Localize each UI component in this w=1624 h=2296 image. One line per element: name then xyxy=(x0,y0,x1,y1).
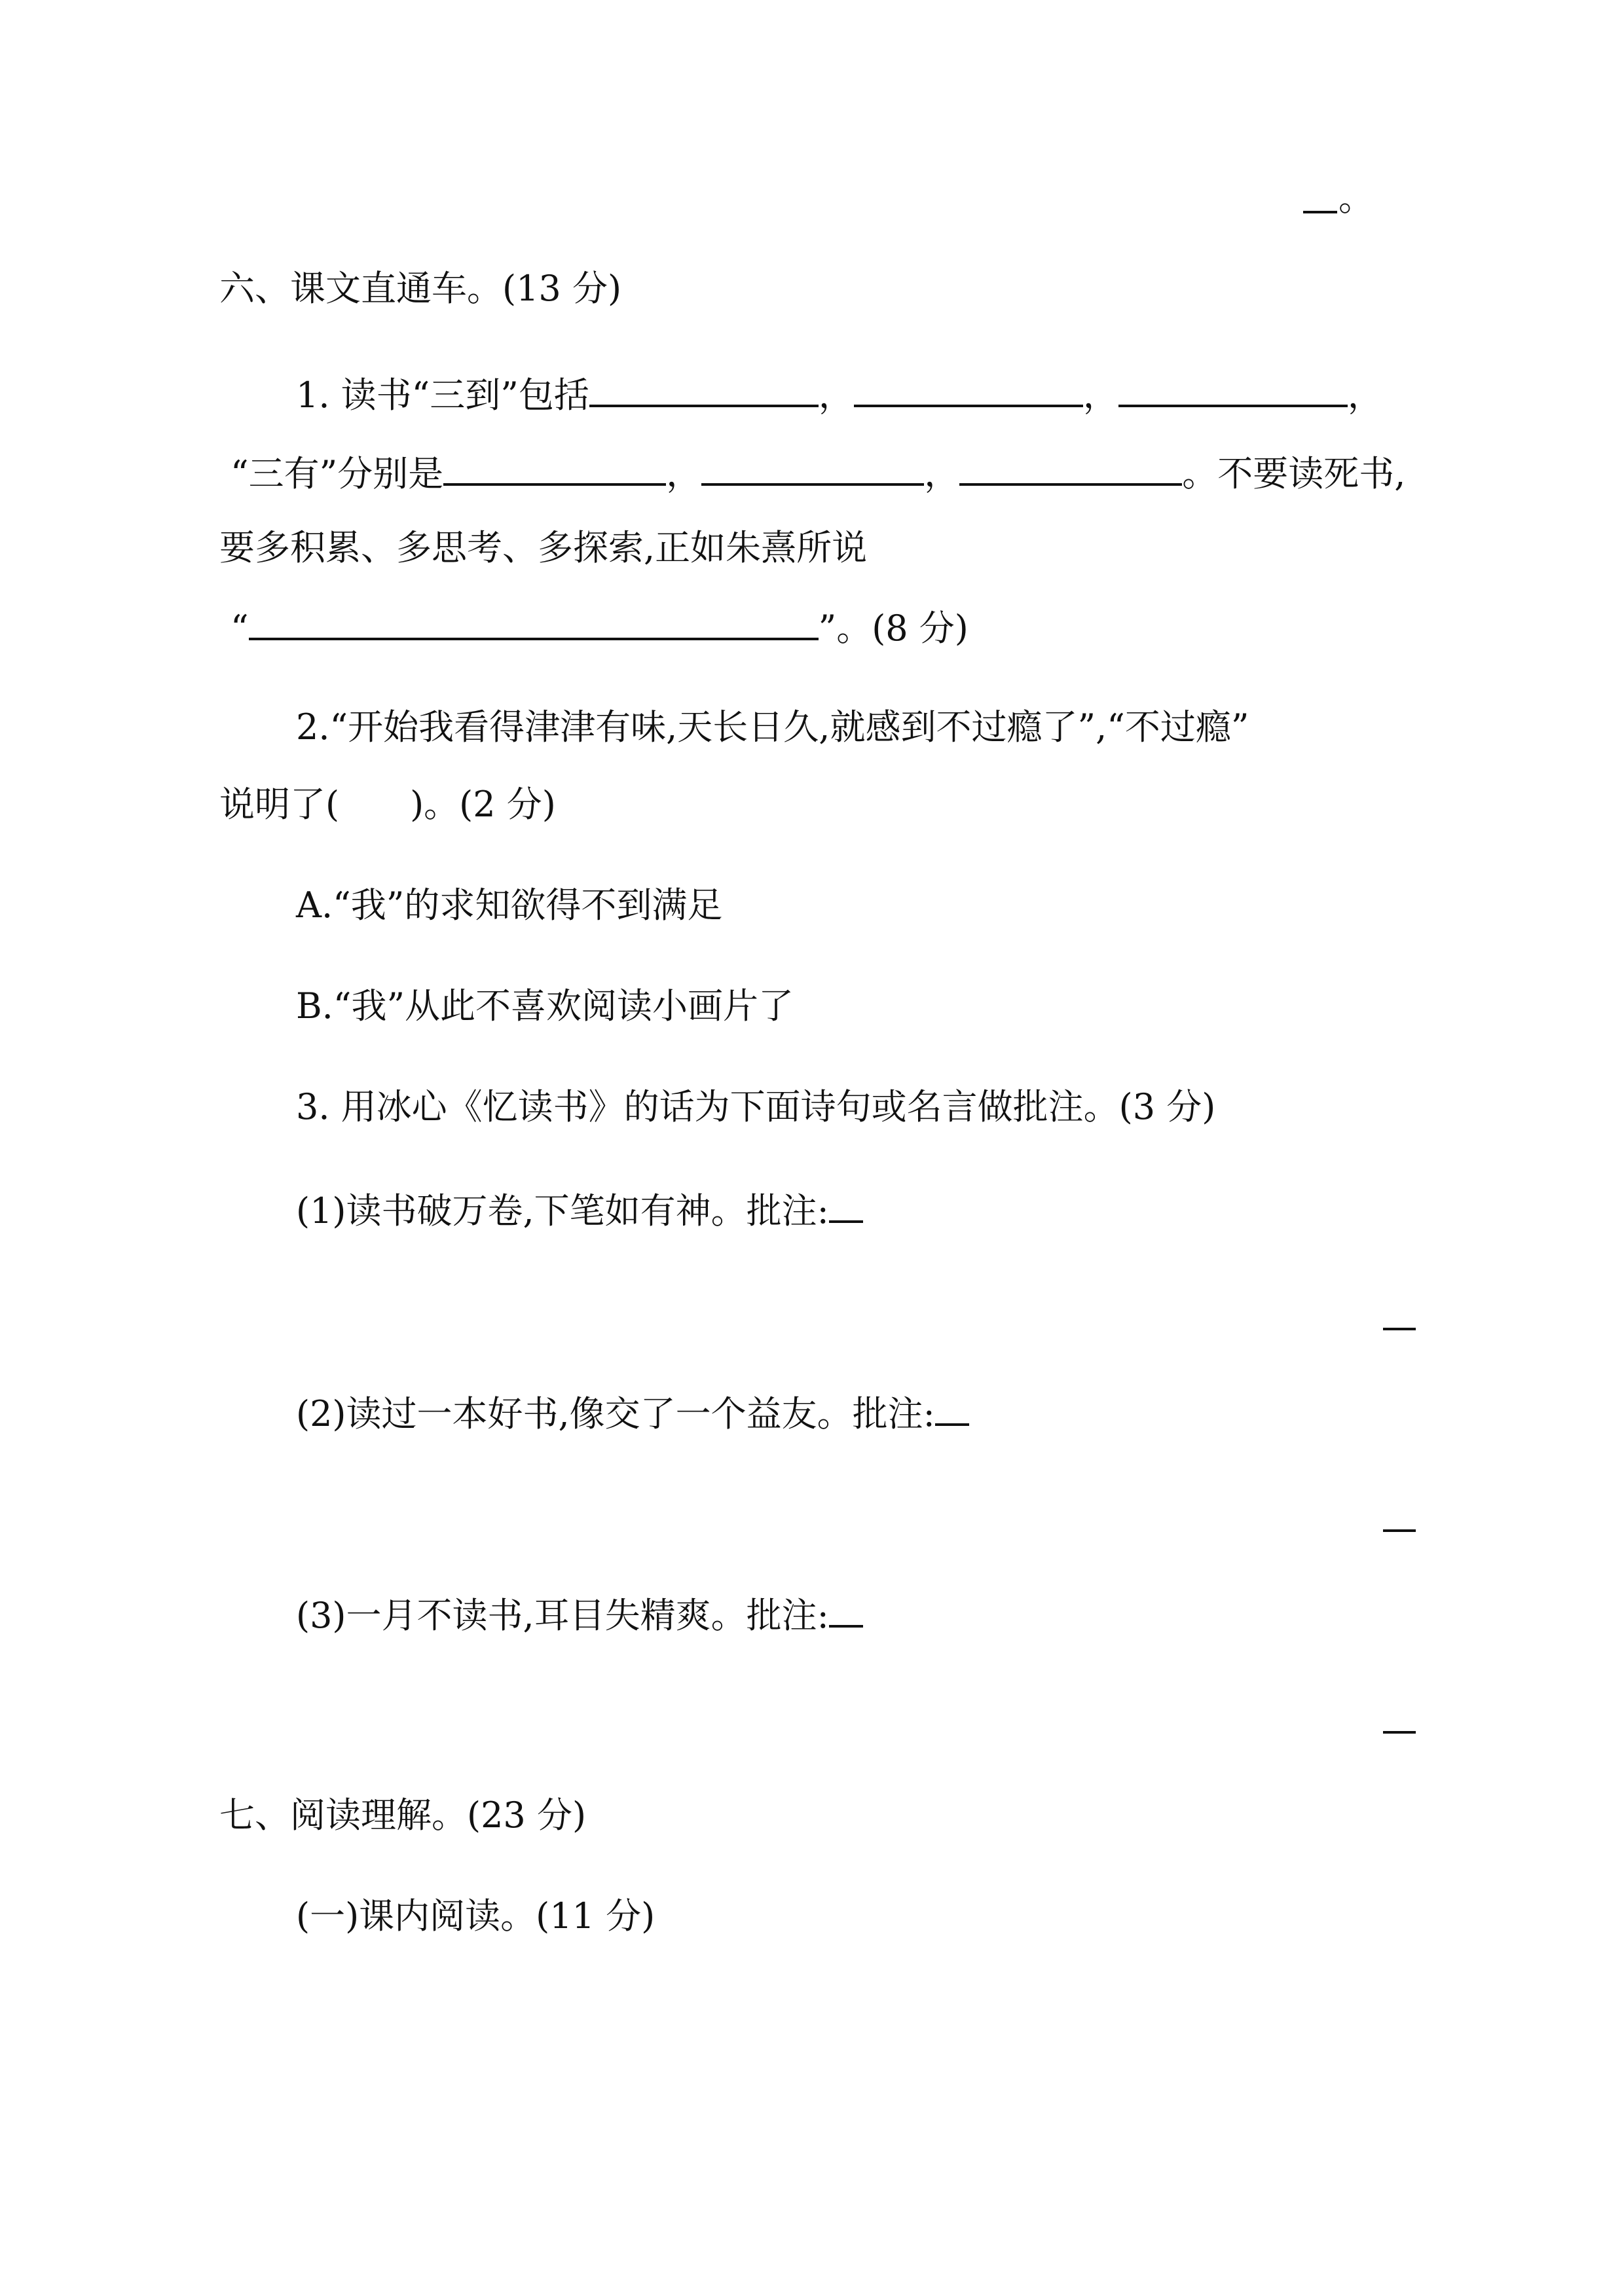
comma: ， xyxy=(1082,374,1118,416)
annotation-blank[interactable] xyxy=(829,1590,863,1628)
q1-line4-close: ”。(8 分) xyxy=(818,608,969,649)
q1-line2 xyxy=(231,448,1405,497)
q2-line2: 说明了( )。(2 分) xyxy=(219,784,556,825)
section6-heading: 六、课文直通车。(13 分) xyxy=(219,268,622,309)
q1-line1-text: 1. 读书“三到”包括 xyxy=(296,374,589,416)
open-quote: “ xyxy=(231,608,249,649)
q3-item2-text: (2)读过一本好书,像交了一个益友。批注: xyxy=(296,1393,935,1434)
q3-item2 xyxy=(296,1388,969,1437)
q1-line2-text: “三有”分别是 xyxy=(231,453,444,494)
q2-line1: 2.“开始我看得津津有味,天长日久,就感到不过瘾了”,“不过瘾” xyxy=(296,706,1249,748)
annotation-blank[interactable] xyxy=(829,1185,863,1223)
q1-line1 xyxy=(296,369,1383,418)
q3-item1 xyxy=(296,1185,863,1234)
section7-sub1: (一)课内阅读。(11 分) xyxy=(296,1895,655,1937)
q3-item3 xyxy=(296,1590,863,1639)
q1-line4 xyxy=(231,602,969,651)
comma: ， xyxy=(666,453,702,494)
q2-option-a[interactable]: A.“我”的求知欲得不到满足 xyxy=(296,884,723,926)
q3-prompt: 3. 用冰心《忆读书》的话为下面诗句或名言做批注。(3 分) xyxy=(296,1086,1216,1127)
answer-blank[interactable] xyxy=(959,448,1182,486)
top-fragment: 。 xyxy=(1338,177,1374,219)
q2-option-b[interactable]: B.“我”从此不喜欢阅读小画片了 xyxy=(296,985,794,1027)
annotation-blank-end[interactable] xyxy=(1383,1529,1416,1532)
annotation-blank-end[interactable] xyxy=(1383,1328,1416,1330)
comma: ， xyxy=(818,374,854,416)
q1-line2-suffix: 。不要读死书, xyxy=(1182,453,1406,494)
section7-heading: 七、阅读理解。(23 分) xyxy=(219,1795,587,1836)
q3-item3-text: (3)一月不读书,耳目失精爽。批注: xyxy=(296,1595,829,1636)
q3-item1-text: (1)读书破万卷,下笔如有神。批注: xyxy=(296,1190,829,1231)
comma: ， xyxy=(924,453,960,494)
answer-blank[interactable] xyxy=(1118,369,1348,407)
answer-blank-long[interactable] xyxy=(249,602,819,640)
answer-blank[interactable] xyxy=(701,448,924,486)
comma: ， xyxy=(1347,374,1383,416)
answer-blank[interactable] xyxy=(1303,211,1337,213)
answer-blank[interactable] xyxy=(443,448,666,486)
answer-blank[interactable] xyxy=(589,369,819,407)
annotation-blank-end[interactable] xyxy=(1383,1731,1416,1734)
q1-line3: 要多积累、多思考、多探索,正如朱熹所说 xyxy=(219,527,868,568)
annotation-blank[interactable] xyxy=(935,1388,969,1426)
answer-blank[interactable] xyxy=(854,369,1083,407)
